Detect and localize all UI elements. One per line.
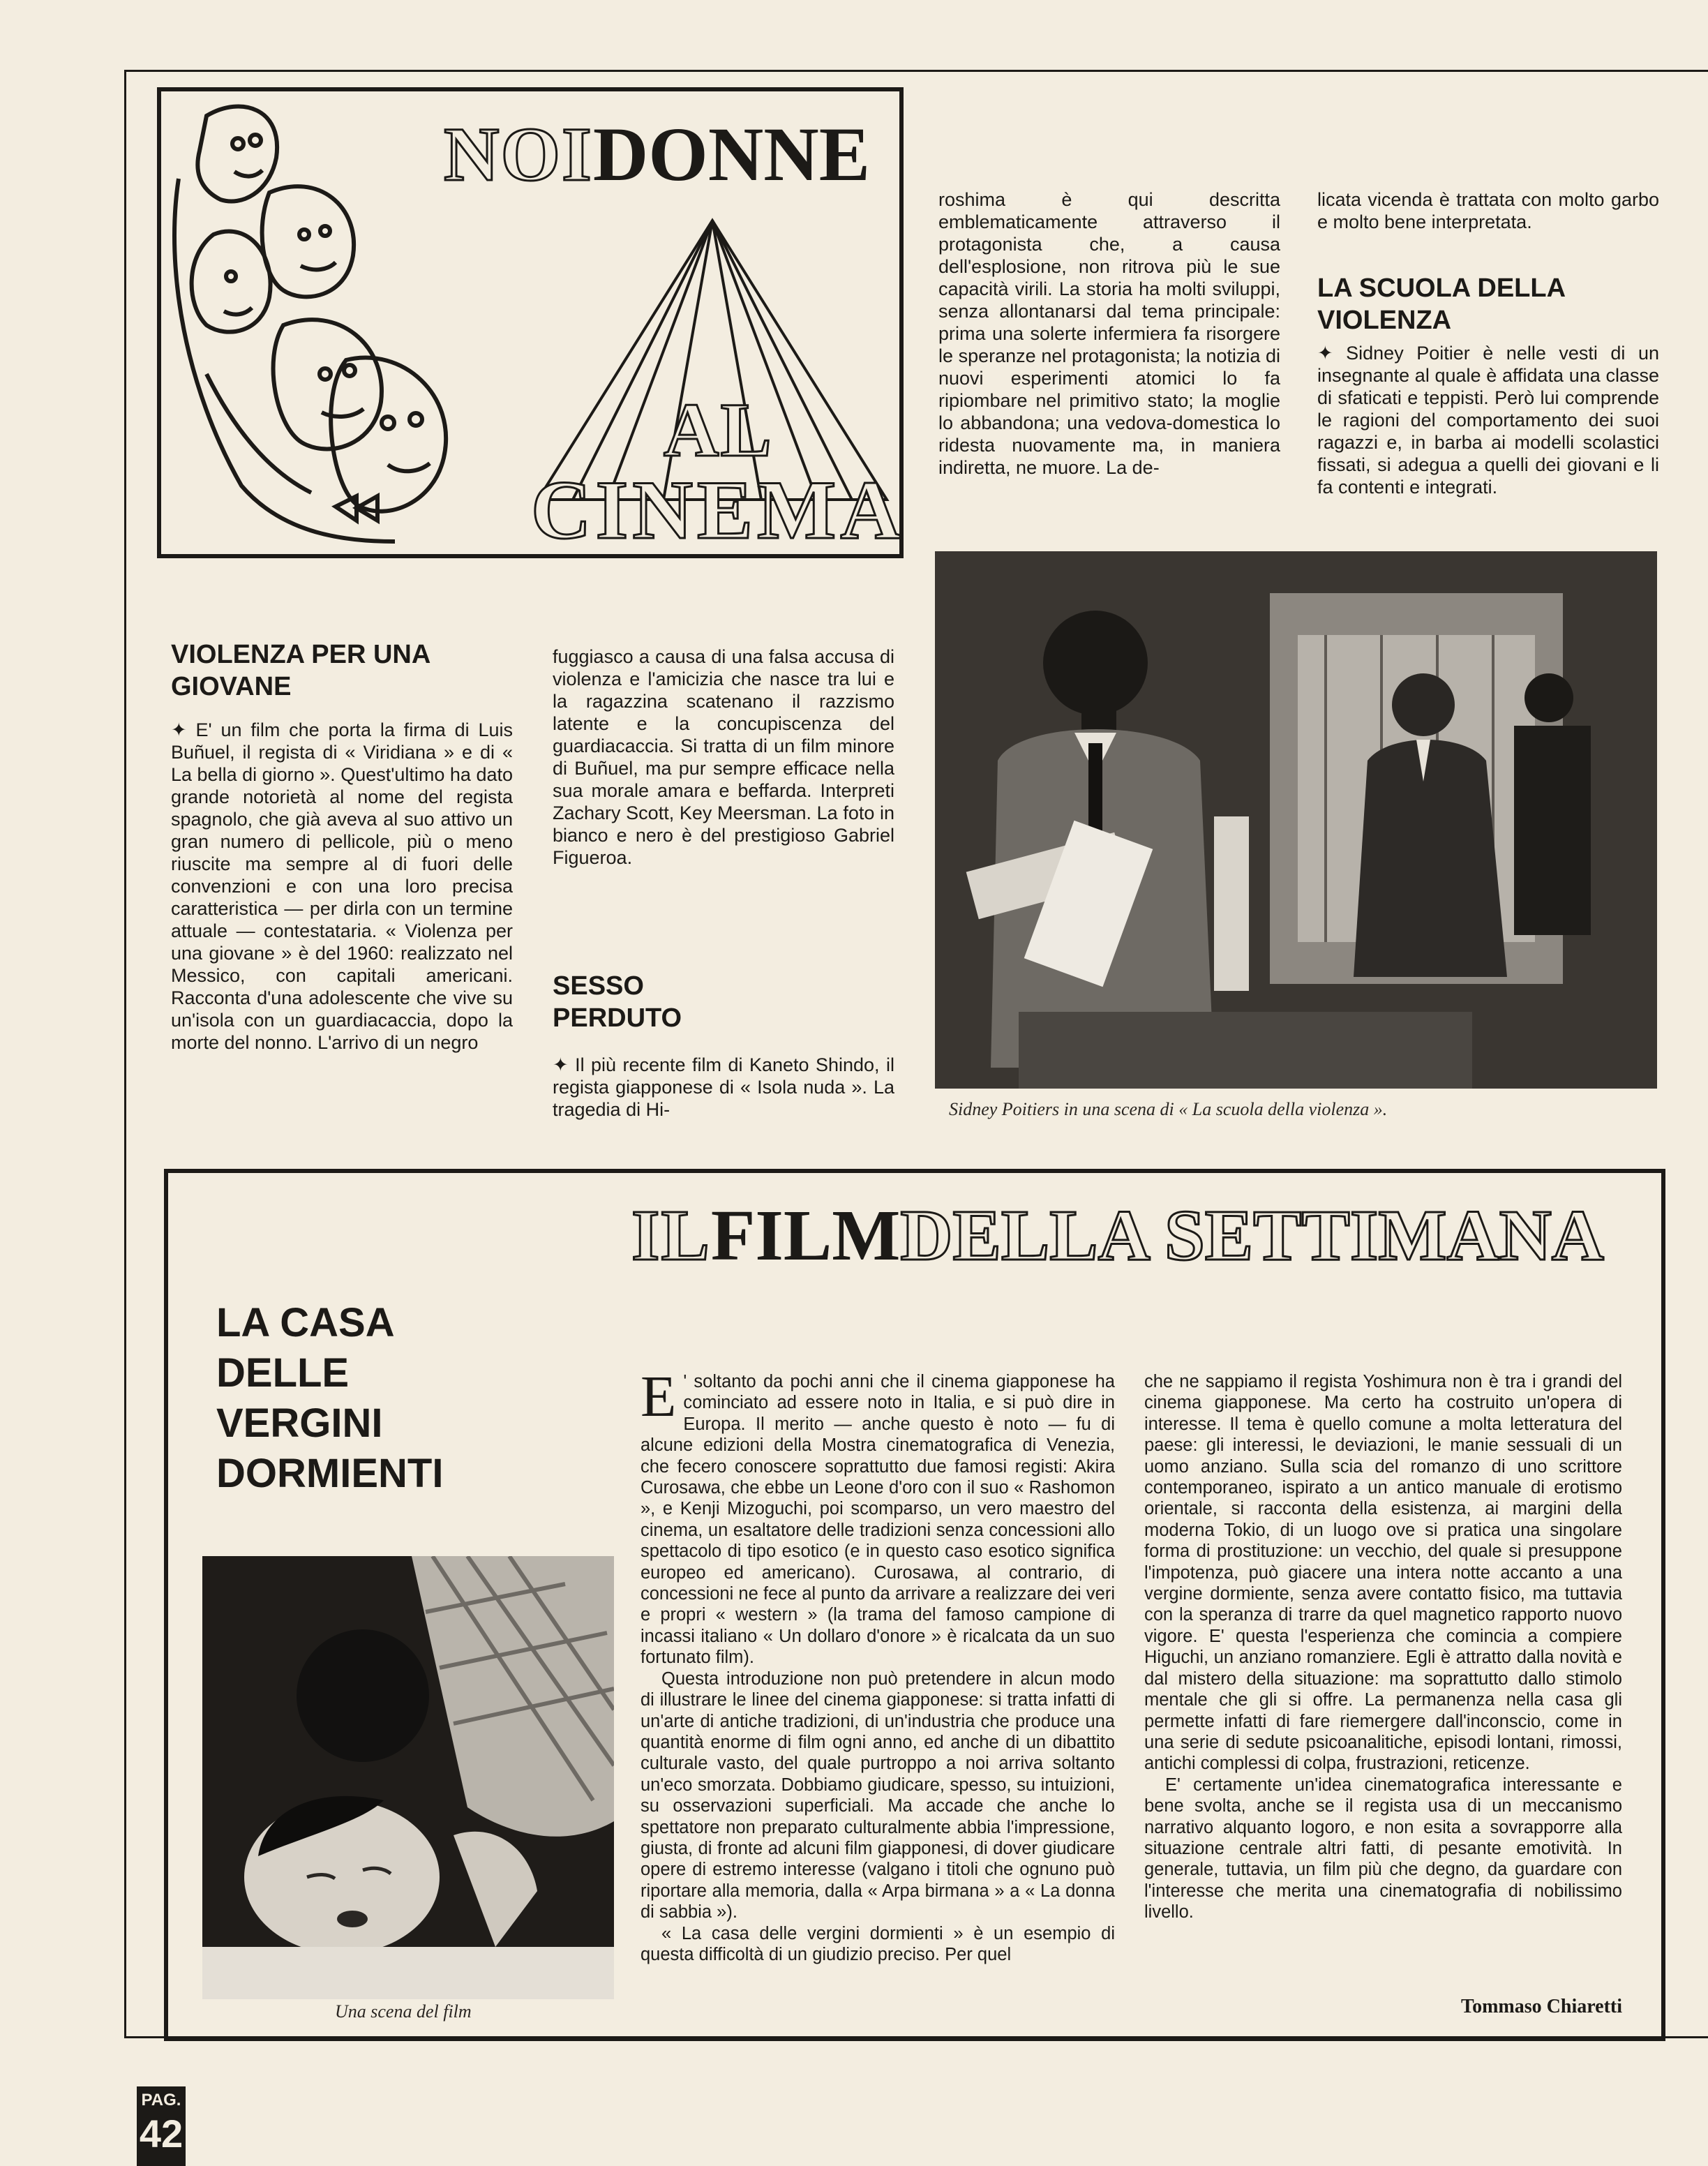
scuola-violenza-photo [935, 551, 1657, 1089]
banner-della-settimana-words: DELLA SETTIMANA [900, 1195, 1604, 1276]
sesso-perduto-heading: SESSO PERDUTO [553, 971, 682, 1033]
top-frame-rule [124, 70, 1708, 72]
sesso-perduto-col [553, 1054, 894, 1121]
film-article-p5: E' certamente un'idea cinematografica interessante e bene svolta, anche se il regista usa di un meccanismo narrativo alquanto logoro, e non esita a sovrapporre alla situazione centrale altri fatti, di pesante emotività. In generale, tuttavia, un film più che degno, da guardare con l'interesse che merita una cinematografia di nobilissimo livello. [1144, 1775, 1622, 1922]
violenza-giovane-text: ✦ E' un film che porta la firma di Luis Buñuel, il regista di « Viridiana » e di « La bella di giorno ». Quest'ultimo ha dato grande notorietà al nome del regista spagnolo, che già aveva al suo attivo un gran numero di pellicole, più o meno riuscite ma sempre al di fuori delle convenzioni e con una loro precisa caratteristica — per dirla con un termine attuale — contestataria. « Violenza per una giovane » è del 1960: realizzato nel Messico, con capitali americani. Racconta d'una adolescente che vive su un'isola con un guardiacaccia, dopo la morte del nonno. L'arrivo di un negro [171, 719, 513, 1053]
film-settimana-banner [631, 1197, 1604, 1274]
casa-vergini-title: LA CASA DELLE VERGINI DORMIENTI [216, 1300, 444, 1496]
classroom-scene-image [935, 551, 1657, 1089]
noi-donne-title [444, 112, 870, 196]
cinema-word: CINEMA [531, 463, 905, 556]
casa-vergini-photo [202, 1556, 614, 1999]
delicata-vicenda-text: licata vicenda è trattata con molto garbo e molto bene interpretata. [1317, 189, 1659, 232]
film-article-p1-body: ' soltanto da pochi anni che il cinema giapponese ha cominciato ad essere noto in Italia, e si può dire in Europa. Il merito — anche questo è noto — fu di alcune edizioni della Mostra cinematografica di Venezia, che fecero conoscere soprattutto due famosi registi: Akira Curosawa, che ebbe un Leone d'oro con il suo « Rashomon », e Kenji Mizoguchi, poi scomparso, un vero maestro del cinema, un esaltatore delle tradizioni senza concessioni allo spettacolo di tipo esotico (e in questo caso esotico significa europeo ed americano). Curosawa, al contrario, di concessioni ne fece al punto da arrivare a realizzare dei veri e propri « western » (la trama del famoso campione di incassi italiano « Un dollaro d'onore » è ricalcata da un suo fortunato film). [640, 1372, 1115, 1668]
header-logo-box [157, 87, 904, 558]
sesso-perduto-text: ✦ Il più recente film di Kaneto Shindo, il regista giapponese di « Isola nuda ». La tragedia di Hi- [553, 1054, 894, 1120]
film-article-p1 [640, 1364, 1115, 1668]
noi-word: NOI [444, 112, 593, 197]
left-frame-rule [124, 70, 126, 2038]
dropcap-e: E [640, 1364, 677, 1429]
banner-film-word: FILM [710, 1195, 901, 1276]
scuola-violenza-heading: LA SCUOLA DELLA VIOLENZA [1317, 274, 1565, 335]
sleeping-woman-scene-image [202, 1556, 614, 1999]
casa-photo-caption: Una scena del film [335, 2001, 472, 2022]
film-article-p4: che ne sappiamo il regista Yoshimura non è tra i grandi del cinema giapponese. Ma certo ha costruito un'opera di interesse. Il tema è quello comune a molta letteratura del paese: gli interessi, le deviazioni, le manie sessuali di un uomo anziano. Sulla scia del romanzo di uno scrittore contemporaneo, ispirato a un antico manuale di erotismo orientale, si racconta della esistenza, ai margini della moderna Tokio, di un luogo ove si pratica una singolare forma di prostituzione: un vecchio, del quale si presuppone l'impotenza, può giacere una intera notte accanto a una vergine dormiente, senza avere contatto fisico, ma tuttavia con la speranza di trarre da quel magnetico rapporto nuovo vigore. E' questa l'esperienza che comincia a compiere Higuchi, un anziano romanziere. Egli è attratto dalla novità e dal mistero della situazione: ma soprattutto dallo stimolo mentale che gli si offre. La permanenza nella casa gli permette infatti di fare riemergere dall'inconscio, come in una serie di sedute psicoanalitiche, episodi lontani, rimossi, antichi complessi di colpa, frustrazioni, reticenze. [1144, 1372, 1622, 1774]
page-number: 42 [139, 2112, 183, 2156]
page-label: PAG. [141, 2091, 181, 2109]
page-number-block [137, 2086, 186, 2166]
film-article-p3: « La casa delle vergini dormienti » è un esempio di questa difficoltà di un giudizio preciso. Per quel [640, 1923, 1115, 1964]
article-author: Tommaso Chiaretti [1461, 1996, 1622, 2017]
violenza-giovane-heading: VIOLENZA PER UNA GIOVANE [171, 640, 430, 701]
hiroshima-story-text: roshima è qui descritta emblematicamente attraverso il protagonista che, a causa dell'esplosione, non ritrova più le sue capacità virili. La storia ha molti sviluppi, senza allontanarsi dal tema principale: prima una solerte infermiera fa risorgere le speranze nel protagonista; la notizia di nuovi esperimenti atomici lo fa ripiombare nel primitivo stato; la moglie lo abbandona; una vedova-domestica lo ridesta nuovamente ma, in maniera indiretta, ne muore. La de- [938, 189, 1280, 478]
scuola-photo-caption: Sidney Poitiers in una scena di « La scuola della violenza ». [949, 1099, 1388, 1119]
scuola-violenza-text-col [1317, 342, 1659, 498]
al-word: AL [664, 387, 773, 472]
top-column-b [1317, 188, 1659, 233]
scuola-violenza-text: ✦ Sidney Poitier è nelle vesti di un insegnante al quale è affidata una classe di sfaticati e teppisti. Però lui comprende le ragioni del comportamento dei suoi ragazzi e, in barba ai modelli scolastici fissati, si adegua a quelli dei giovani e li fa contenti e integrati. [1317, 343, 1659, 498]
banner-il-word: IL [631, 1195, 711, 1276]
film-article-p2: Questa introduzione non può pretendere in alcun modo di illustrare le linee del cinema giapponese: si tratta infatti di un'arte di antiche tradizioni, di un'industria che produce una quantità enorme di film ogni anno, ed anche di un dibattito culturale vasto, del quale purtroppo a noi arriva soltanto un'eco smorzata. Dobbiamo giudicare, spesso, su intuizioni, su osservazioni superficiali. Ma accade che anche lo spettatore non preparato culturalmente abbia l'impressione, giusta, di fronte ad alcuni film giapponesi, di dover giudicare opere di estremo interesse (valgano i titoli che ognuno può riportare alla memoria, dalla « Arpa birmana » a « La donna di sabbia »). [640, 1668, 1115, 1922]
film-article-col-1 [640, 1364, 1115, 1965]
donne-word: DONNE [592, 112, 871, 197]
violenza-continued-col [553, 645, 894, 869]
violenza-giovane-col [171, 719, 513, 1054]
women-faces-illustration [165, 95, 486, 548]
top-column-a [938, 188, 1280, 479]
violenza-continued-text: fuggiasco a causa di una falsa accusa di violenza e l'amicizia che nasce tra lui e la ragazzina scatenano il razzismo latente e la concupiscenza del guardiacaccia. Si tratta di un film minore di Buñuel, ma pur sempre efficace nella sua morale amara e beffarda. Interpreti Zachary Scott, Key Meersman. La foto in bianco e nero è del prestigioso Gabriel Figueroa. [553, 646, 894, 868]
film-article-col-2 [1144, 1371, 1622, 1923]
